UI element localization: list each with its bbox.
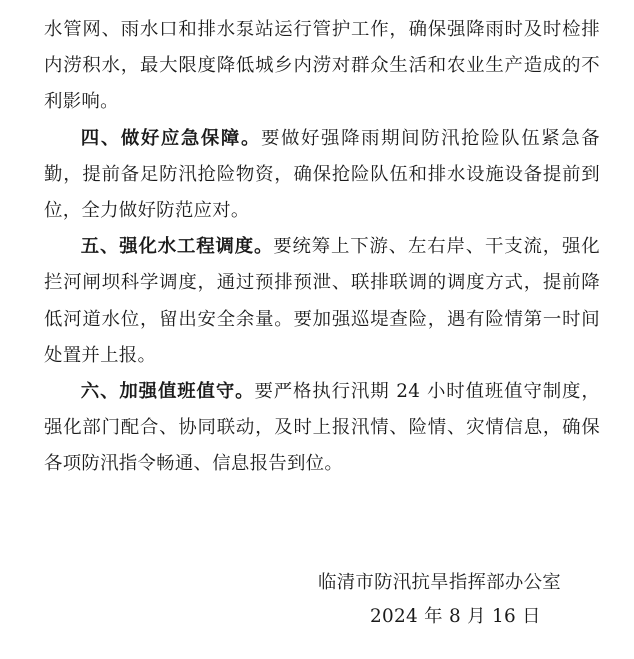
paragraph-duty-watch xyxy=(44,374,600,483)
paragraph-water-engineering xyxy=(44,229,600,374)
paragraph-text: 要严格执行汛期 24 小时值班值守制度，强化部门配合、协同联动，及时上报汛情、险情、灾情信息，确保各项防汛指令畅通、信息报告到位。 xyxy=(44,381,601,475)
signature-date: 2024 年 8 月 16 日 xyxy=(370,606,541,627)
paragraph-heading: 四、做好应急保障。 xyxy=(80,127,261,149)
paragraph-text: 要做好强降雨期间防汛抢险队伍紧急备勤，提前备足防汛抢险物资，确保抢险队伍和排水设施设备提前到位，全力做好防范应对。 xyxy=(44,127,600,222)
paragraph-text: 要统筹上下游、左右岸、干支流，强化拦河闸坝科学调度，通过预排预泄、联排联调的调度方式，提前降低河道水位，留出安全余量。要加强巡堤查险，遇有险情第一时间处置并上报。 xyxy=(44,236,600,366)
paragraph-emergency-support xyxy=(44,121,600,230)
paragraph-text: 水管网、雨水口和排水泵站运行管护工作，确保强降雨时及时检排内涝积水，最大限度降低城乡内涝对群众生活和农业生产造成的不利影响。 xyxy=(44,19,600,113)
paragraph-heading: 五、强化水工程调度。 xyxy=(80,236,274,258)
document-body xyxy=(44,12,600,483)
paragraph-continuation xyxy=(44,12,600,121)
signature-organization: 临清市防汛抗旱指挥部办公室 xyxy=(318,572,561,593)
paragraph-heading: 六、加强值班值守。 xyxy=(80,381,255,403)
